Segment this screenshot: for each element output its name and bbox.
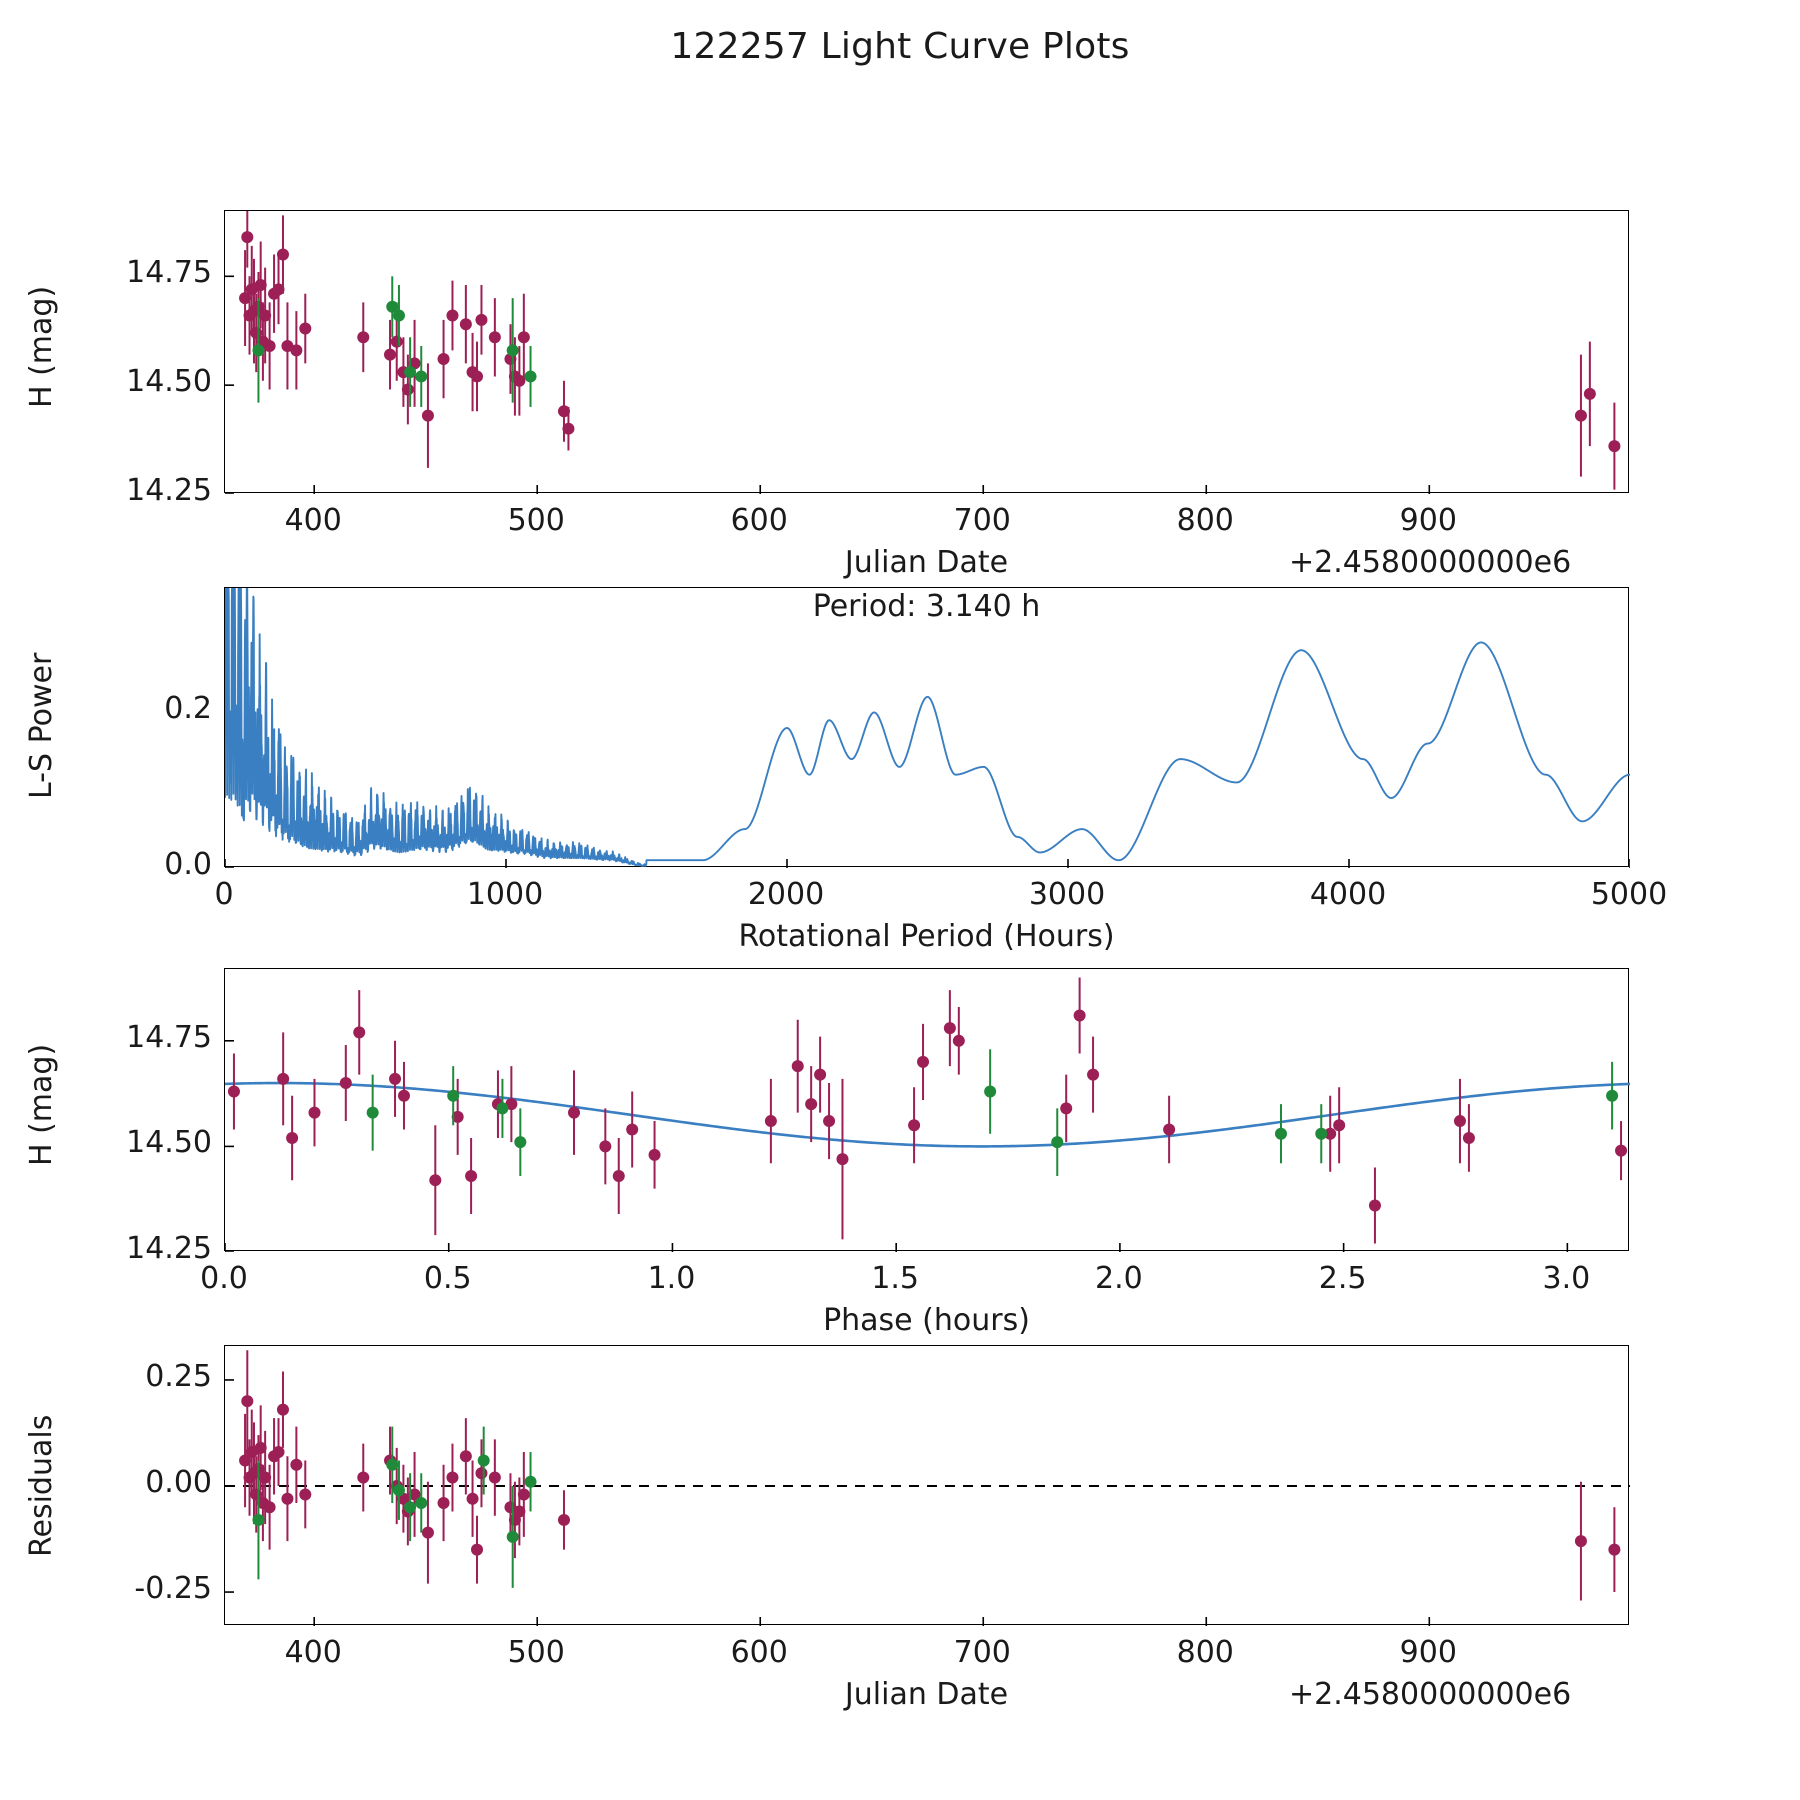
phase-folded-panel-xtick: 0.5 xyxy=(423,1261,472,1296)
light-curve-panel-xtick: 500 xyxy=(507,503,565,538)
residuals-panel-ytick: 0.25 xyxy=(145,1358,212,1394)
phase-folded-panel-xtick: 0.0 xyxy=(200,1261,248,1296)
residuals-panel-ytick: 0.00 xyxy=(145,1465,212,1500)
residuals-panel-xtick: 500 xyxy=(507,1635,565,1670)
periodogram-panel xyxy=(224,587,1629,867)
light-curve-panel-xlabel: Julian Date xyxy=(844,545,1009,580)
residuals-panel-ylabel: Residuals xyxy=(24,1414,59,1557)
light-curve-panel-xtick: 400 xyxy=(284,503,342,538)
periodogram-panel-xtick: 5000 xyxy=(1590,877,1668,912)
periodogram-panel-ytick: 0.2 xyxy=(164,691,212,727)
residuals-panel-xtick: 600 xyxy=(730,1635,788,1670)
phase-folded-panel-xtick: 2.0 xyxy=(1095,1261,1143,1296)
phase-folded-panel xyxy=(224,968,1629,1251)
residuals-panel-canvas xyxy=(225,1346,1630,1626)
periodogram-panel-xlabel: Rotational Period (Hours) xyxy=(738,919,1115,954)
residuals-panel-xtick: 900 xyxy=(1399,1635,1457,1670)
ls-power-curve xyxy=(225,588,1630,866)
residuals-panel-ytick: -0.25 xyxy=(134,1571,212,1607)
phase-folded-panel-xtick: 3.0 xyxy=(1542,1261,1591,1296)
periodogram-panel-xtick: 0 xyxy=(214,877,234,912)
light-curve-panel-canvas xyxy=(225,211,1630,494)
light-curve-panel-ylabel: H (mag) xyxy=(24,285,59,408)
periodogram-panel-xtick: 1000 xyxy=(466,877,544,912)
residuals-panel-xtick: 700 xyxy=(953,1635,1011,1670)
residuals-panel-x-offset-text: +2.4580000000e6 xyxy=(1289,1677,1572,1712)
page-title: 122257 Light Curve Plots xyxy=(670,26,1130,67)
phase-folded-panel-xtick: 2.5 xyxy=(1318,1261,1367,1296)
periodogram-panel-xtick: 2000 xyxy=(747,877,825,912)
phase-folded-panel-xtick: 1.5 xyxy=(871,1261,920,1296)
residuals-panel xyxy=(224,1345,1629,1625)
light-curve-panel xyxy=(224,210,1629,493)
light-curve-panel-x-offset-text: +2.4580000000e6 xyxy=(1289,545,1572,580)
phase-folded-panel-ytick: 14.50 xyxy=(126,1125,212,1161)
light-curve-panel-ytick: 14.75 xyxy=(126,255,212,291)
residuals-panel-xlabel: Julian Date xyxy=(844,1677,1009,1712)
light-curve-panel-ytick: 14.50 xyxy=(126,364,212,400)
light-curve-panel-xtick: 700 xyxy=(953,503,1011,538)
phase-folded-panel-canvas xyxy=(225,969,1630,1252)
residuals-panel-xtick: 800 xyxy=(1176,1635,1234,1670)
period-annotation: Period: 3.140 h xyxy=(812,589,1041,624)
light-curve-panel-xtick: 600 xyxy=(730,503,788,538)
periodogram-panel-ylabel: L-S Power xyxy=(24,652,59,799)
periodogram-panel-xtick: 4000 xyxy=(1309,877,1387,912)
periodogram-panel-canvas xyxy=(225,588,1630,868)
phase-folded-panel-ytick: 14.25 xyxy=(126,1231,212,1266)
phase-folded-panel-ylabel: H (mag) xyxy=(24,1043,59,1166)
light-curve-panel-xtick: 800 xyxy=(1176,503,1234,538)
light-curve-panel-xtick: 900 xyxy=(1399,503,1457,538)
residuals-panel-xtick: 400 xyxy=(284,1635,342,1670)
periodogram-panel-xtick: 3000 xyxy=(1028,877,1106,912)
light-curve-panel-ytick: 14.25 xyxy=(126,473,212,508)
phase-folded-panel-ytick: 14.75 xyxy=(126,1019,212,1055)
phase-folded-panel-xlabel: Phase (hours) xyxy=(823,1303,1030,1338)
periodogram-panel-ytick: 0.0 xyxy=(164,847,212,882)
phase-folded-panel-xtick: 1.0 xyxy=(647,1261,696,1296)
